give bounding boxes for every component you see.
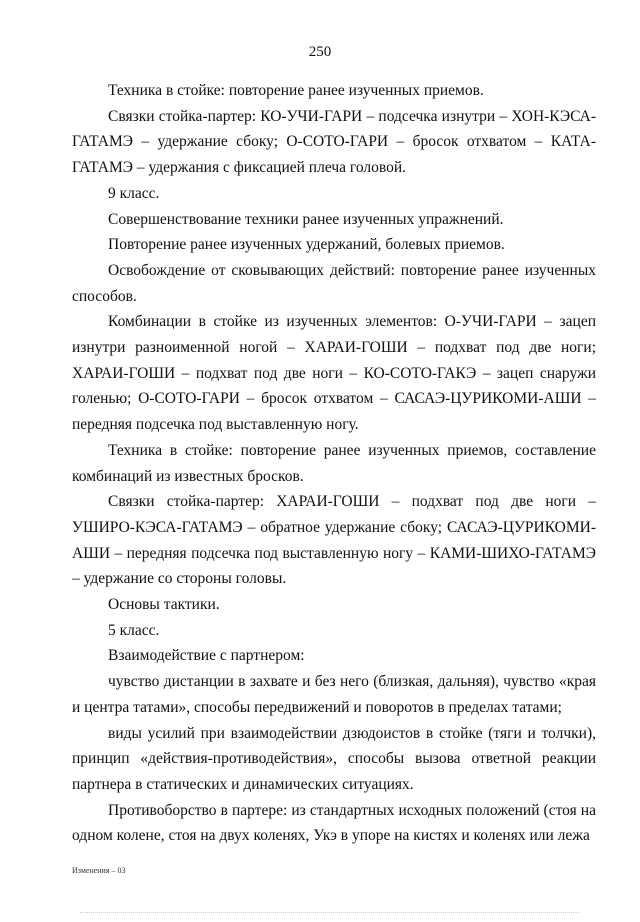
paragraph: Связки стойка-партер: КО-УЧИ-ГАРИ – подсечка изнутри – ХОН-КЭСА-ГАТАМЭ – удержание сбоку; О-СОТО-ГАРИ – бросок отхватом – КАТА-ГАТАМЭ – удержания с фиксацией плеча головой. bbox=[72, 107, 596, 177]
paragraph: 9 класс. bbox=[108, 184, 160, 202]
paragraph: Взаимодействие с партнером: bbox=[108, 647, 305, 665]
paragraph: Техника в стойке: повторение ранее изученных приемов, составление комбинаций из известных бросков. bbox=[72, 441, 596, 485]
paragraph: Освобождение от сковывающих действий: повторение ранее изученных способов. bbox=[72, 261, 596, 305]
paragraph: Техника в стойке: повторение ранее изученных приемов. bbox=[108, 82, 484, 99]
paragraph: чувство дистанции в захвате и без него (близкая, дальняя), чувство «края и центра татами», способы передвижений и поворотов в пределах татами; bbox=[72, 673, 596, 716]
paragraph: 5 класс. bbox=[108, 621, 160, 639]
paragraph: Основы тактики. bbox=[108, 596, 220, 614]
paragraph: Повторение ранее изученных удержаний, болевых приемов. bbox=[108, 236, 505, 254]
paragraph: Комбинации в стойке из изученных элементов: О-УЧИ-ГАРИ – зацеп изнутри разноименной ногой – ХАРАИ-ГОШИ – подхват под две ноги; ХАРАИ-ГОШИ – подхват под две ноги – КО-СОТО-ГАКЭ – зацеп снаружи голенью; О-СОТО-ГАРИ – бросок отхватом – САСАЭ-ЦУРИКОМИ-АШИ – передняя подсечка под выставленную ногу. bbox=[72, 313, 596, 434]
footer-revision-note: Изменения – 03 bbox=[72, 866, 126, 875]
paragraph: Связки стойка-партер: ХАРАИ-ГОШИ – подхват под две ноги – УШИРО-КЭСА-ГАТАМЭ – обратное удержание сбоку; САСАЭ-ЦУРИКОМИ-АШИ – передняя подсечка под выставленную ногу – КАМИ-ШИХО-ГАТАМЭ – удержание со стороны головы. bbox=[72, 493, 596, 588]
paragraph: Противоборство в партере: из стандартных исходных положений (стоя на одном колене, стоя на двух коленях, Укэ в упоре на кистях и коленях или лежа bbox=[72, 801, 596, 845]
paragraph: Совершенствование техники ранее изученных упражнений. bbox=[108, 210, 504, 228]
paragraph: виды усилий при взаимодействии дзюдоистов в стойке (тяги и толчки), принцип «действия-противодействия», способы вызова ответной реакции партнера в статических и динамических ситуациях. bbox=[72, 724, 596, 793]
document-body bbox=[72, 78, 596, 849]
footer-divider bbox=[80, 912, 580, 913]
page-number: 250 bbox=[308, 44, 332, 60]
